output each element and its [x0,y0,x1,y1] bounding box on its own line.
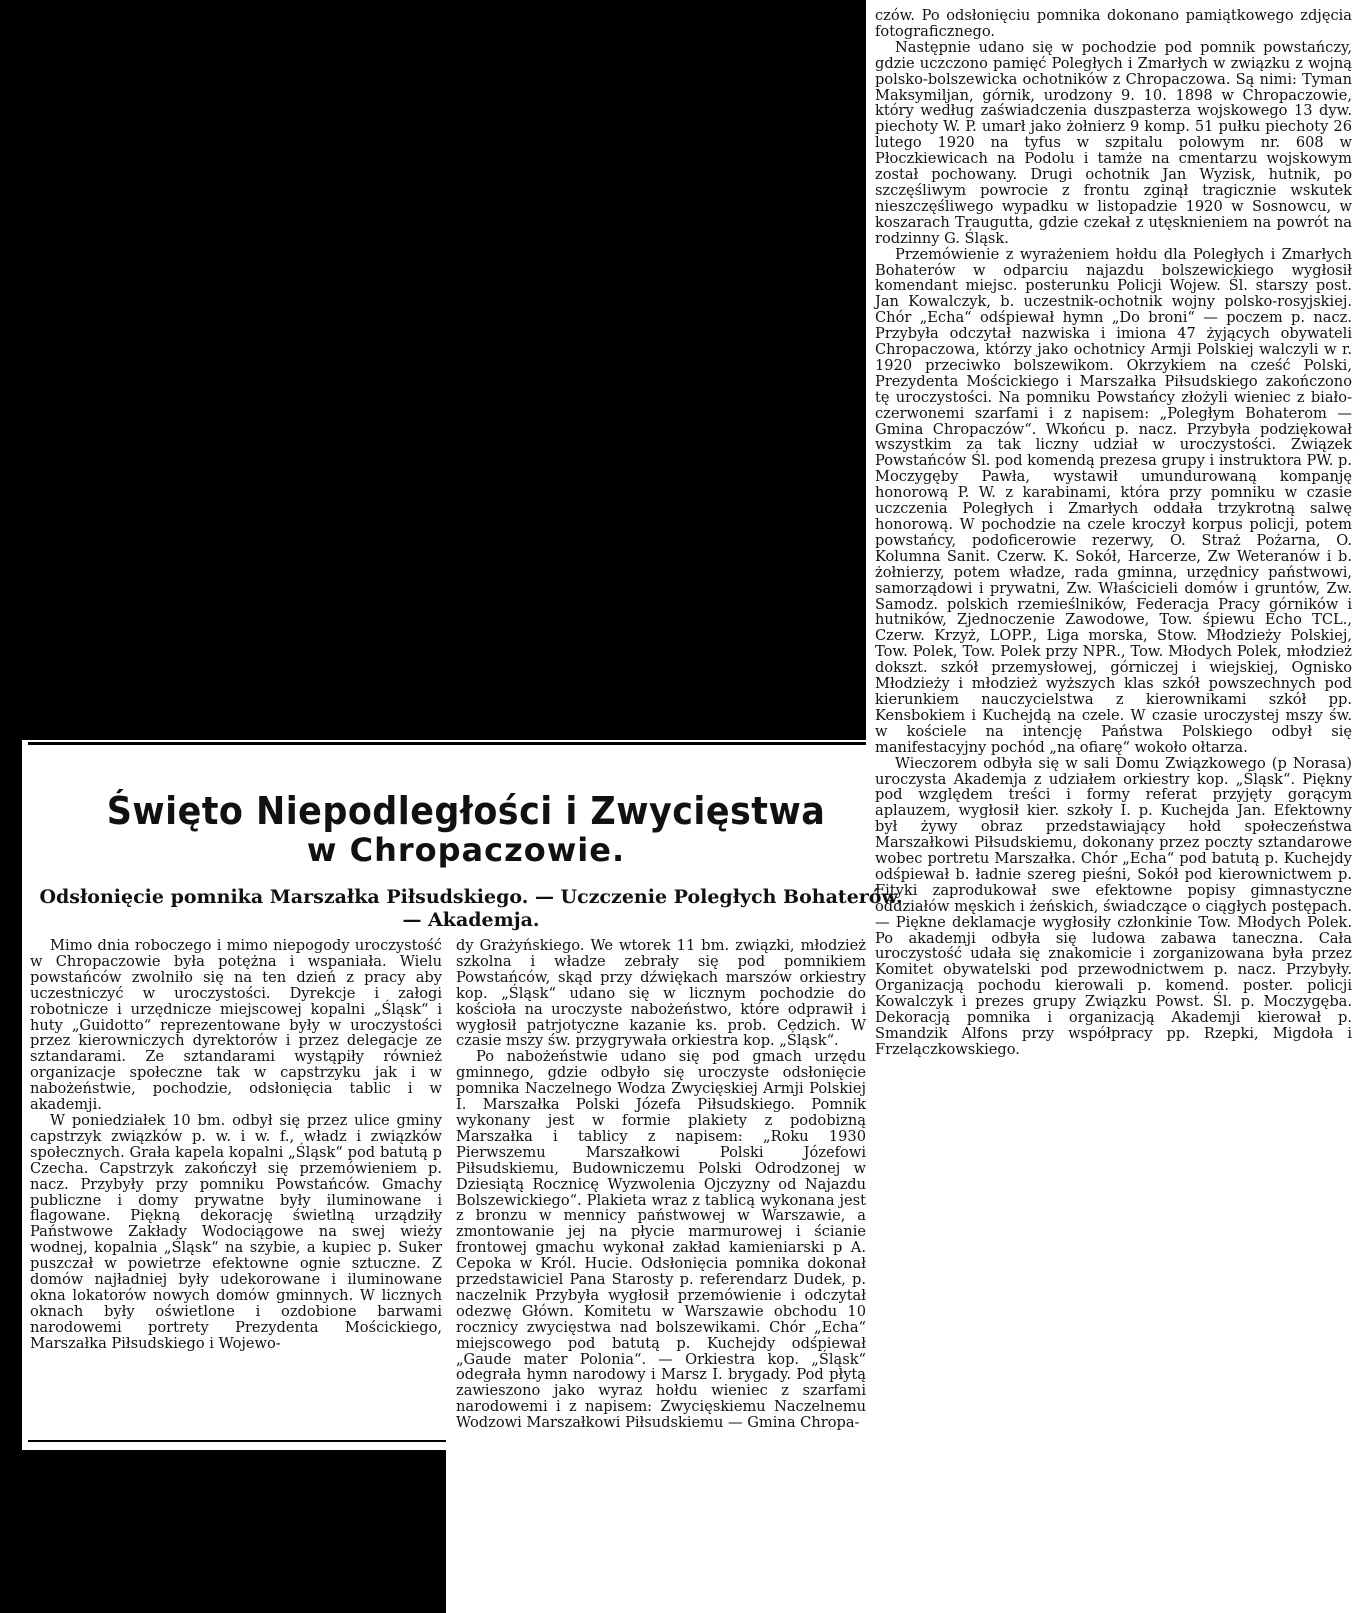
right-paragraph: Przemówienie z wyrażeniem hołdu dla Poległych i Zmarłych Bohaterów w odparciu najazdu bolszewickiego wygłosił komendant miejsc. posterunku Policji Wojew. Śl. starszy post. Jan Kowalczyk, b. uczestnik-ochotnik wojny polsko-rosyjskiej. Chór „Echa“ odśpiewał hymn „Do broni“ — poczem p. nacz. Przybyła odczytał nazwiska i imiona 47 żyjących obywateli Chropaczowa, którzy jako ochotnicy Armji Polskiej walczyli w r. 1920 przeciwko bolszewikom. Okrzykiem na cześć Polski, Prezydenta Mościckiego i Marszałka Piłsudskiego zakończono tę uroczystości. Na pomniku Powstańcy złożyli wieniec z biało-czerwonemi szarfami i z napisem: „Poległym Bohaterom — Gmina Chropaczów“. Wkońcu p. nacz. Przybyła podziękował wszystkim za tak liczny udział w uroczystości. Związek Powstańców Śl. pod komendą prezesa grupy i instruktora PW. p. Moczygęby Pawła, wystawił umundurowaną kompanję honorową P. W. z karabinami, która przy pomniku w czasie uczczenia Poległych i Zmarłych oddała trzykrotną salwę honorową. W pochodzie na czele kroczył korpus policji, potem powstańcy, podoficerowie rezerwy, O. Straż Pożarna, O. Kolumna Sanit. Czerw. K. Sokół, Harcerze, Zw Weteranów i b. żołnierzy, potem władze, rada gminna, urzędnicy państwowi, samorządowi i prywatni, Zw. Właścicieli domów i gruntów, Zw. Samodz. polskich rzemieślników, Federacja Pracy górników i hutników, Zjednoczenie Zawodowe, Tow. śpiewu Echo TCL., Czerw. Krzyż, LOPP., Liga morska, Stow. Młodzieży Polskiej, Tow. Polek, Tow. Polek przy NPR., Tow. Młodych Polek, młodzież dokszt. szkół przemysłowej, górniczej i wiejskiej, Ognisko Młodzieży i młodzież wyższych klas szkół powszechnych pod kierunkiem nauczycielstwa z kierownikami szkół pp. Kensbokiem i Kuchejdą na czele. W czasie uroczystej mszy św. w kościele na intencję Państwa Polskiego odbył się manifestacyjny pochód „na ofiarę“ wokoło ołtarza. [875,245,1352,756]
middle-paragraph: dy Grażyńskiego. We wtorek 11 bm. związki, młodzież szkolna i władze zebrały się pod pomnikiem Powstańców, skąd przy dźwiękach marszów orkiestry kop. „Śląsk“ udano się w licznym pochodzie do kościoła na uroczyste nabożeństwo, które odprawił i wygłosił patrjotyczne kazanie ks. prob. Cedzich. W czasie mszy św. przygrywała orkiestra kop. „Śląsk“. [456,937,866,1050]
middle-paragraph: Po nabożeństwie udano się pod gmach urzędu gminnego, gdzie odbyło się uroczyste odsłonięcie pomnika Naczelnego Wodza Zwycięskiej Armji Polskiej I. Marszałka Polski Józefa Piłsudskiego. Pomnik wykonany jest w formie plakiety z podobizną Marszałka i tablicy z napisem: „Roku 1930 Pierwszemu Marszałkowi Polski Józefowi Piłsudskiemu, Budowniczemu Polski Odrodzonej w Dziesiątą Rocznicę Wyzwolenia Ojczyzny od Najazdu Bolszewickiego“. Plakieta wraz z tablicą wykonana jest z bronzu w mennicy państwowej w Warszawie, a zmontowanie jej na płycie marmurowej i ścianie frontowej gmachu wykonał zakład kamieniarski p A. Cepoka w Król. Hucie. Odsłonięcia pomnika dokonał przedstawiciel Pana Starosty p. referendarz Dudek, p. naczelnik Przybyła wygłosił przemówienie i odczytał odezwę Główn. Komitetu w Warszawie obchodu 10 rocznicy zwycięstwa nad bolszewikami. Chór „Echa“ miejscowego pod batutą p. Kuchejdy odśpiewał „Gaude mater Polonia“. — Orkiestra kop. „Śląsk“ odegrała hymn narodowy i Marsz I. brygady. Pod płytą zawieszono jako wyraz hołdu wieniec z szarfami narodowemi i z napisem: Zwycięskiemu Naczelnemu Wodzowi Marszałkowi Piłsudskiemu — Gmina Chropa- [456,1048,866,1432]
left-paragraph: Mimo dnia roboczego i mimo niepogody uroczystość w Chropaczowie była potężna i wspaniała. Wielu powstańców zwolniło się na ten dzień z pracy aby uczestniczyć w uroczystości. Dyrekcje i załogi robotnicze i urzędnicze miejscowej kopalni „Śląsk“ i huty „Guidotto“ reprezentowane były w uroczystości przez kierowniczych dyrektorów i przez delegacje ze sztandarami. Ze sztandarami wystąpiły również organizacje społeczne tak w capstrzyku jak i w nabożeństwie, pochodzie, odsłonięcia tablic i w akademji. [30,937,442,1114]
article-bottom-rule [28,1440,446,1442]
headline-line-2: w Chropaczowie. [306,831,626,869]
middle-column [456,938,866,1431]
right-column [875,8,1352,1058]
headline-line-1: Święto Niepodległości i Zwycięstwa [106,789,826,833]
left-paragraph: W poniedziałek 10 bm. odbył się przez ulice gminy capstrzyk związków p. w. i w. f., władz i związków społecznych. Grała kapela kopalni „Śląsk“ pod batutą p Czecha. Capstrzyk zakończył się przemówieniem p. nacz. Przybyły przy pomniku Powstańców. Gmachy publiczne i domy prywatne były iluminowane i flagowane. Piękną dekorację świetlną urządziły Państwowe Zakłady Wodociągowe na swej wieży wodnej, kopalnia „Śląsk“ na szybie, a kupiec p. Suker puszczał w powietrze efektowne ognie sztuczne. Z domów najładniej były udekorowane i iluminowane okna lokatorów nowych domów gminnych. W licznych oknach były oświetlone i ozdobione barwami narodowemi portrety Prezydenta Mościckiego, Marszałka Piłsudskiego i Wojewo- [30,1111,442,1352]
black-area-top-left [0,0,866,740]
right-paragraph: czów. Po odsłonięciu pomnika dokonano pamiątkowego zdjęcia fotograficznego. [875,7,1352,40]
black-area-bottom-left [22,1450,446,1613]
right-paragraph: Wieczorem odbyła się w sali Domu Związkowego (p Norasa) uroczysta Akademja z udziałem orkiestry kop. „Śląsk“. Piękny pod względem treści i formy referat przyjęty gorącym aplauzem, wygłosił kier. szkoły I. p. Kuchejda Jan. Efektowny był żywy obraz przedstawiający hołd społeczeństwa Marszałkowi Piłsudskiemu, dokonany przez poczty sztandarowe wobec portretu Marszałka. Chór „Echa“ pod batutą p. Kuchejdy odśpiewał b. ładnie szereg pieśni, Sokół pod kierownictwem p. Fityki zaprodukował swe efektowne popisy gimnastyczne oddziałów męskich i żeńskich, świadczące o ciągłych postępach. — Piękne deklamacje wygłosiły członkinie Tow. Młodych Polek. Po akademji odbyła się ludowa zabawa taneczna. Cała uroczystość udała się znakomicie i zorganizowana była przez Komitet obywatelski pod przewodnictwem p. nacz. Przybyły. Organizacją pochodu kierowali p. komend. poster. policji Kowalczyk i prezes grupy Związku Powst. Śl. p. Moczygęba. Dekoracją pomnika i organizacją Akademji kierował p. Smandzik Alfons przy współpracy pp. Rzepki, Migdoła i Frzelączkowskiego. [875,754,1352,1058]
subheading: Odsłonięcie pomnika Marszałka Piłsudskiego. — Uczczenie Poległych Bohaterów. — Akademja. [39,886,903,931]
headline [36,790,896,868]
article-top-rule [28,742,866,745]
right-paragraph: Następnie udano się w pochodzie pod pomnik powstańczy, gdzie uczczono pamięć Poległych i Zmarłych w związku z wojną polsko-bolszewicka ochotników z Chropaczowa. Są nimi: Tyman Maksymiljan, górnik, urodzony 9. 10. 1898 w Chropaczowie, który według zaświadczenia duszpasterza wojskowego 13 dyw. piechoty W. P. umarł jako żołnierz 9 komp. 51 pułku piechoty 26 lutego 1920 na tyfus w szpitalu polowym nr. 608 w Płoczkiewicach na Podolu i tamże na cmentarzu wojskowym został pochowany. Drugi ochotnik Jan Wyzisk, hutnik, po szczęśliwym powrocie z frontu zginął tragicznie wskutek nieszczęśliwego wypadku w listopadzie 1920 w Sosnowcu, w koszarach Traugutta, gdzie czekał z utęsknieniem na powrót na rodzinny G. Śląsk. [875,38,1352,247]
black-area-left-edge [0,740,22,1613]
left-column [30,938,442,1352]
